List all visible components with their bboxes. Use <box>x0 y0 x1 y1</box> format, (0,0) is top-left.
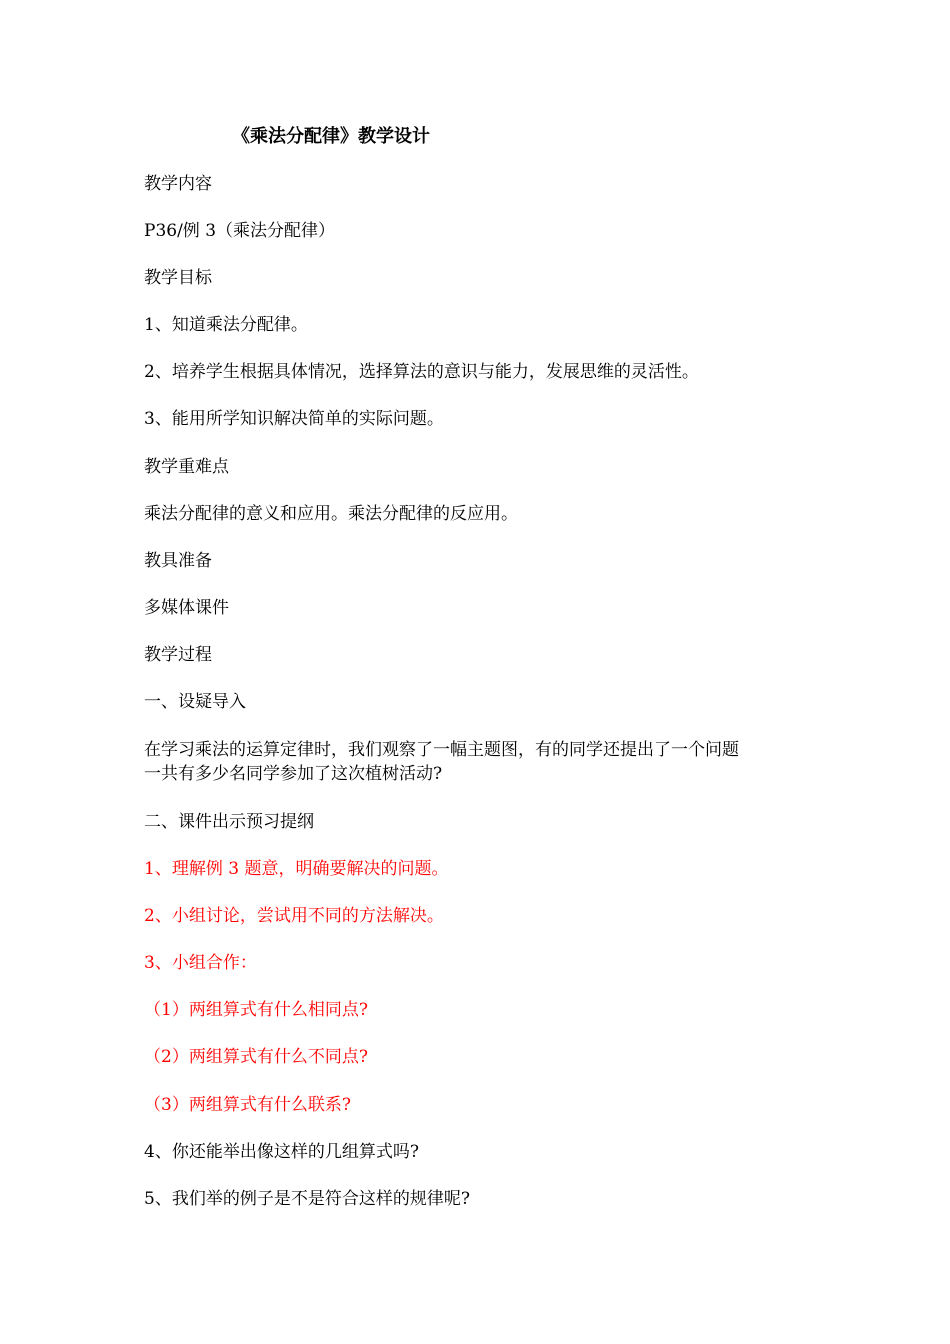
step2-heading: 二、课件出示预习提纲 <box>144 812 314 832</box>
goal-item: 1、知道乘法分配律。 <box>144 315 308 335</box>
process-heading: 教学过程 <box>144 645 212 665</box>
content-text: P36/例 3（乘法分配律） <box>144 221 336 241</box>
content-heading: 教学内容 <box>144 174 212 194</box>
outline-item: 1、理解例 3 题意，明确要解决的问题。 <box>144 859 449 879</box>
key-points-text: 乘法分配律的意义和应用。乘法分配律的反应用。 <box>144 504 518 524</box>
followup-item: 4、你还能举出像这样的几组算式吗? <box>144 1142 419 1162</box>
outline-item: 3、小组合作： <box>144 953 257 973</box>
goals-heading: 教学目标 <box>144 268 212 288</box>
key-points-heading: 教学重难点 <box>144 457 229 477</box>
step1-text <box>144 738 824 786</box>
followup-item: 5、我们举的例子是不是符合这样的规律呢? <box>144 1189 470 1209</box>
goal-item: 3、能用所学知识解决简单的实际问题。 <box>144 409 444 429</box>
goal-item: 2、培养学生根据具体情况，选择算法的意识与能力，发展思维的灵活性。 <box>144 362 699 382</box>
document-title: 《乘法分配律》教学设计 <box>232 126 430 147</box>
outline-item: 2、小组讨论，尝试用不同的方法解决。 <box>144 906 444 926</box>
step1-heading: 一、设疑导入 <box>144 692 246 712</box>
tools-text: 多媒体课件 <box>144 598 229 618</box>
outline-subitem: （2）两组算式有什么不同点? <box>144 1047 368 1067</box>
tools-heading: 教具准备 <box>144 551 212 571</box>
step1-text-line: 在学习乘法的运算定律时，我们观察了一幅主题图，有的同学还提出了一个问题 <box>144 740 739 760</box>
outline-subitem: （1）两组算式有什么相同点? <box>144 1000 368 1020</box>
step1-text-line: 一共有多少名同学参加了这次植树活动? <box>144 764 443 784</box>
outline-subitem: （3）两组算式有什么联系? <box>144 1095 351 1115</box>
